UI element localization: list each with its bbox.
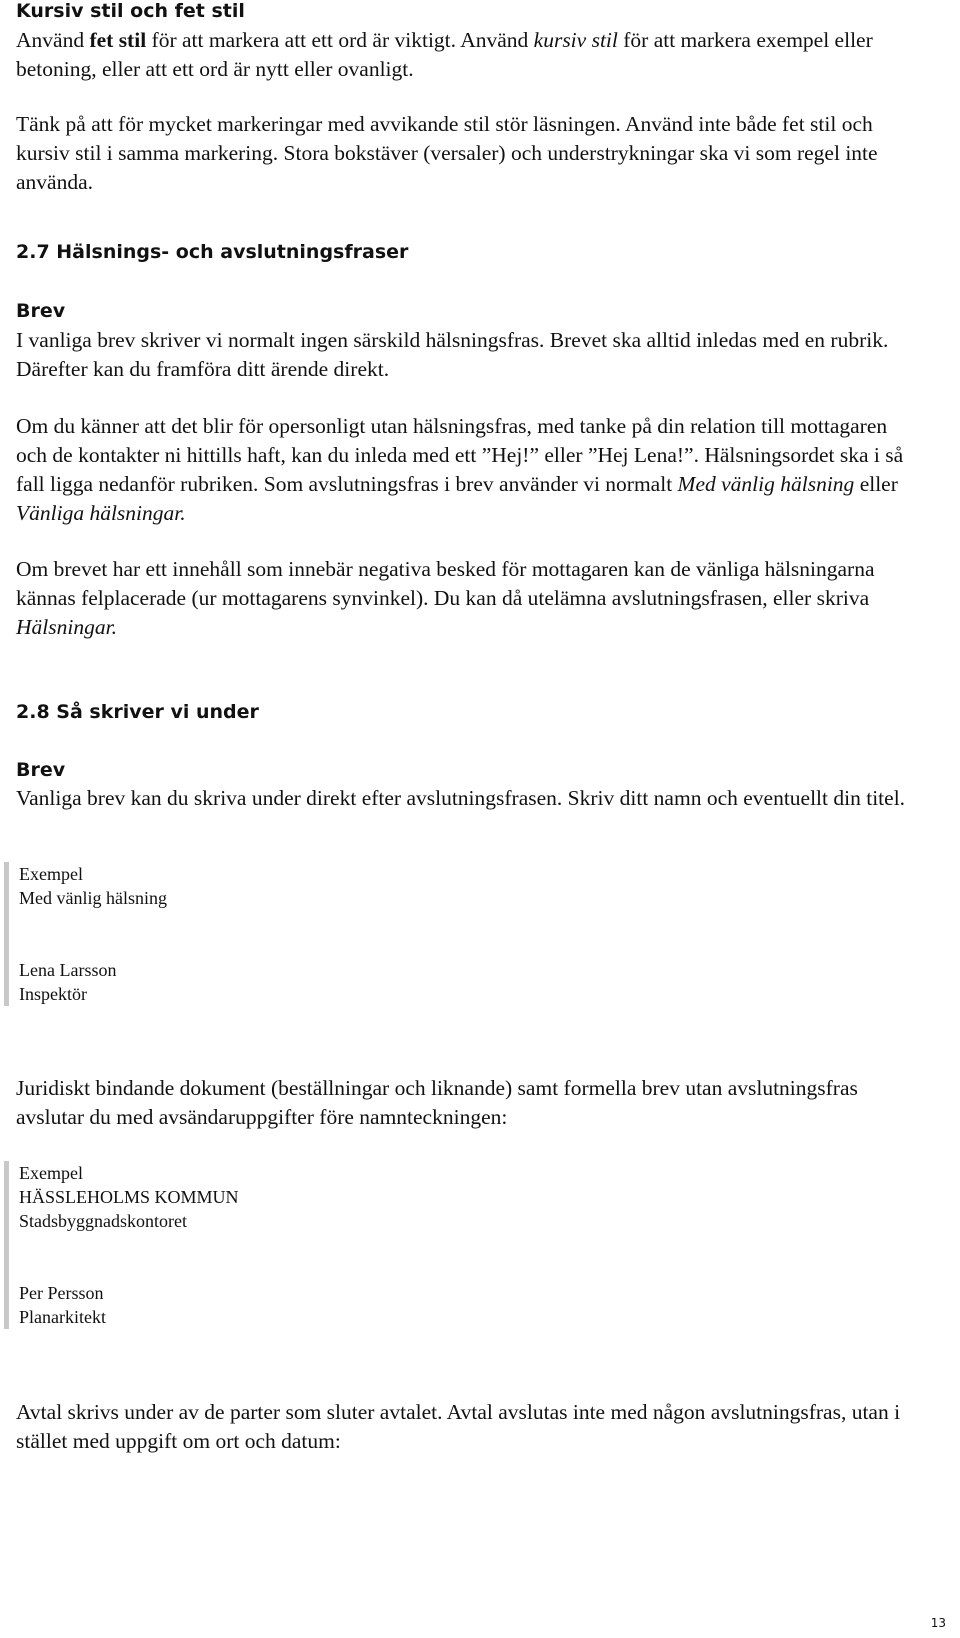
paragraph-juridiskt: Juridiskt bindande dokument (beställningar och liknande) samt formella brev utan avslutningsfras avslutar du med avsändaruppgifter före namnteckningen: [16, 1076, 858, 1129]
text-run: Om brevet har ett innehåll som innebär negativa besked för mottagaren kan de vänliga hälsningarna kännas felplacerade (ur mottagarens synvinkel). Du kan då utelämna avslutningsfrasen, eller skriva [16, 557, 875, 610]
page-number: 13 [930, 1616, 946, 1630]
text-run: Om du känner att det blir för opersonligt utan hälsningsfras, med tanke på din relation till mottagaren och de kontakter ni hittills haft, kan du inleda med ett ”Hej!” eller ”Hej Lena!”. Hälsningsordet ska i så fall ligga nedanför rubriken. Som avslutningsfras i brev använder vi normalt [16, 414, 904, 496]
subheading-brev-1: Brev [16, 300, 66, 322]
example-line: Inspektör [19, 984, 87, 1004]
italic-run: kursiv stil [533, 28, 618, 52]
paragraph-markeringar: Tänk på att för mycket markeringar med avvikande stil stör läsningen. Använd inte både fet stil och kursiv stil i samma markering. Stora bokstäver (versaler) och understrykningar ska vi som regel inte använda. [16, 112, 878, 194]
signature-space [19, 1233, 519, 1281]
text-run: eller [854, 472, 898, 496]
text-run: för att markera exempel eller betoning, eller att ett ord är nytt eller ovanligt. [16, 28, 873, 81]
paragraph-avtal: Avtal skrivs under av de parter som sluter avtalet. Avtal avslutas inte med någon avslutningsfras, utan i stället med uppgift om ort och datum: [16, 1400, 901, 1453]
italic-run: Hälsningar. [16, 615, 117, 639]
italic-run: Vänliga hälsningar. [16, 501, 186, 525]
heading-kursiv-fet-stil: Kursiv stil och fet stil [16, 0, 245, 22]
example-label: Exempel [19, 1163, 83, 1183]
example-line: Med vänlig hälsning [19, 888, 167, 908]
text-run: för att markera att ett ord är viktigt. Använd [146, 28, 534, 52]
heading-2-7: 2.7 Hälsnings- och avslutningsfraser [16, 241, 409, 263]
example-line: Lena Larsson [19, 960, 117, 980]
subheading-brev-2: Brev [16, 759, 66, 781]
example-label: Exempel [19, 864, 83, 884]
paragraph-halsningsfras: I vanliga brev skriver vi normalt ingen särskild hälsningsfras. Brevet ska alltid inledas med en rubrik. Därefter kan du framföra ditt ärende direkt. [16, 328, 889, 381]
example-line: Per Persson [19, 1283, 104, 1303]
example-line: HÄSSLEHOLMS KOMMUN [19, 1187, 239, 1207]
paragraph-opersonligt [16, 412, 916, 528]
text-run: Använd [16, 28, 90, 52]
signature-space [19, 910, 519, 958]
paragraph-fet-kursiv [16, 26, 916, 84]
paragraph-negativa-besked [16, 555, 916, 642]
example-line: Planarkitekt [19, 1307, 106, 1327]
paragraph-skriva-under: Vanliga brev kan du skriva under direkt efter avslutningsfrasen. Skriv ditt namn och eventuellt din titel. [16, 786, 906, 810]
example-block-2 [4, 1161, 519, 1329]
example-line: Stadsbyggnadskontoret [19, 1211, 187, 1231]
italic-run: Med vänlig hälsning [677, 472, 855, 496]
heading-2-8: 2.8 Så skriver vi under [16, 701, 259, 723]
bold-run: fet stil [89, 28, 147, 52]
example-block-1 [4, 862, 519, 1006]
